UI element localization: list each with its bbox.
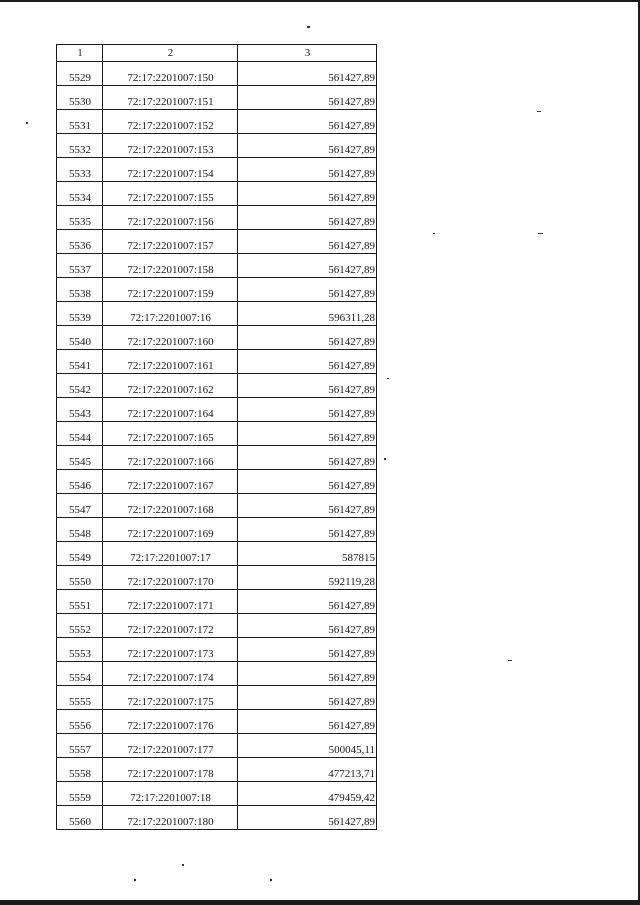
scan-speck [270,879,272,881]
scan-speck [537,111,541,112]
cadastral-number-cell: 72:17:2201007:150 [103,62,238,86]
row-number-cell: 5535 [57,206,103,230]
table-row [57,446,377,470]
cadastral-number-cell: 72:17:2201007:18 [103,782,238,806]
row-number-cell: 5538 [57,278,103,302]
row-number-cell: 5555 [57,686,103,710]
table-row [57,62,377,86]
table-row [57,158,377,182]
row-number-cell: 5559 [57,782,103,806]
table-row [57,86,377,110]
row-number-cell: 5530 [57,86,103,110]
table-row [57,590,377,614]
row-number-cell: 5553 [57,638,103,662]
cadastral-value-cell: 561427,89 [238,422,377,446]
table-row [57,614,377,638]
cadastral-number-cell: 72:17:2201007:175 [103,686,238,710]
cadastral-number-cell: 72:17:2201007:169 [103,518,238,542]
cadastral-number-cell: 72:17:2201007:165 [103,422,238,446]
cadastral-value-cell: 561427,89 [238,446,377,470]
cadastral-number-cell: 72:17:2201007:154 [103,158,238,182]
cadastral-number-cell: 72:17:2201007:174 [103,662,238,686]
table-row [57,710,377,734]
cadastral-number-cell: 72:17:2201007:17 [103,542,238,566]
cadastral-number-cell: 72:17:2201007:171 [103,590,238,614]
row-number-cell: 5546 [57,470,103,494]
table-row [57,254,377,278]
table-row [57,494,377,518]
cadastral-number-cell: 72:17:2201007:167 [103,470,238,494]
cadastral-number-cell: 72:17:2201007:172 [103,614,238,638]
row-number-cell: 5558 [57,758,103,782]
scan-speck [433,233,435,234]
cadastral-value-cell: 561427,89 [238,614,377,638]
table-row [57,542,377,566]
cadastral-value-cell: 561427,89 [238,110,377,134]
table-row [57,110,377,134]
scan-speck [182,864,184,866]
table-row [57,374,377,398]
cadastral-value-cell: 561427,89 [238,710,377,734]
row-number-cell: 5549 [57,542,103,566]
row-number-cell: 5542 [57,374,103,398]
row-number-cell: 5552 [57,614,103,638]
cadastral-value-cell: 596311,28 [238,302,377,326]
cadastral-number-cell: 72:17:2201007:180 [103,806,238,830]
scan-speck [384,458,386,460]
cadastral-value-cell: 561427,89 [238,662,377,686]
table-row [57,734,377,758]
cadastral-number-cell: 72:17:2201007:152 [103,110,238,134]
scan-edge-bottom [0,900,640,905]
row-number-cell: 5548 [57,518,103,542]
table-row [57,662,377,686]
table-row [57,302,377,326]
scan-speck [307,26,310,28]
cadastral-number-cell: 72:17:2201007:177 [103,734,238,758]
table-row [57,758,377,782]
cadastral-number-cell: 72:17:2201007:173 [103,638,238,662]
scan-speck [134,879,136,881]
table-body [57,62,377,830]
row-number-cell: 5534 [57,182,103,206]
row-number-cell: 5529 [57,62,103,86]
cadastral-number-cell: 72:17:2201007:160 [103,326,238,350]
table-row [57,206,377,230]
cadastral-number-cell: 72:17:2201007:170 [103,566,238,590]
cadastral-number-cell: 72:17:2201007:164 [103,398,238,422]
cadastral-value-cell: 561427,89 [238,206,377,230]
cadastral-number-cell: 72:17:2201007:157 [103,230,238,254]
table-row [57,230,377,254]
table-row [57,398,377,422]
cadastral-value-cell: 561427,89 [238,350,377,374]
table-row [57,470,377,494]
scan-edge-top [0,0,640,2]
cadastral-number-cell: 72:17:2201007:176 [103,710,238,734]
cadastral-value-cell: 561427,89 [238,470,377,494]
cadastral-number-cell: 72:17:2201007:158 [103,254,238,278]
cadastral-value-cell: 561427,89 [238,494,377,518]
row-number-cell: 5540 [57,326,103,350]
cadastral-value-cell: 500045,11 [238,734,377,758]
cadastral-number-cell: 72:17:2201007:161 [103,350,238,374]
row-number-cell: 5545 [57,446,103,470]
cadastral-value-cell: 587815 [238,542,377,566]
cadastral-value-cell: 561427,89 [238,374,377,398]
row-number-cell: 5537 [57,254,103,278]
table-header-row [57,45,377,62]
row-number-cell: 5547 [57,494,103,518]
cadastral-number-cell: 72:17:2201007:155 [103,182,238,206]
row-number-cell: 5554 [57,662,103,686]
table-row [57,806,377,830]
cadastral-value-cell: 477213,71 [238,758,377,782]
cadastral-number-cell: 72:17:2201007:16 [103,302,238,326]
row-number-cell: 5551 [57,590,103,614]
table-row [57,134,377,158]
cadastral-number-cell: 72:17:2201007:178 [103,758,238,782]
cadastral-value-cell: 592119,28 [238,566,377,590]
cadastral-number-cell: 72:17:2201007:166 [103,446,238,470]
row-number-cell: 5541 [57,350,103,374]
cadastral-value-cell: 561427,89 [238,182,377,206]
table-row [57,566,377,590]
row-number-cell: 5560 [57,806,103,830]
table-row [57,326,377,350]
cadastral-number-cell: 72:17:2201007:151 [103,86,238,110]
row-number-cell: 5532 [57,134,103,158]
scan-speck [508,660,512,661]
cadastral-value-cell: 561427,89 [238,62,377,86]
cadastral-value-cell: 561427,89 [238,86,377,110]
row-number-cell: 5539 [57,302,103,326]
cadastral-value-cell: 561427,89 [238,638,377,662]
row-number-cell: 5550 [57,566,103,590]
table-row [57,782,377,806]
row-number-cell: 5556 [57,710,103,734]
cadastral-number-cell: 72:17:2201007:168 [103,494,238,518]
row-number-cell: 5544 [57,422,103,446]
cadastral-number-cell: 72:17:2201007:153 [103,134,238,158]
cadastral-value-cell: 561427,89 [238,230,377,254]
table-row [57,422,377,446]
cadastral-value-cell: 561427,89 [238,686,377,710]
column-header-1: 1 [57,45,103,62]
scan-speck [26,122,28,124]
table-row [57,278,377,302]
row-number-cell: 5543 [57,398,103,422]
cadastral-value-cell: 561427,89 [238,254,377,278]
cadastral-value-cell: 561427,89 [238,134,377,158]
cadastral-number-cell: 72:17:2201007:156 [103,206,238,230]
cadastral-value-cell: 479459,42 [238,782,377,806]
table-row [57,182,377,206]
table-row [57,518,377,542]
cadastral-value-table [56,44,377,830]
scan-speck [387,378,389,379]
cadastral-value-cell: 561427,89 [238,590,377,614]
cadastral-value-cell: 561427,89 [238,518,377,542]
cadastral-value-cell: 561427,89 [238,278,377,302]
cadastral-value-cell: 561427,89 [238,398,377,422]
column-header-3: 3 [238,45,377,62]
table-row [57,686,377,710]
row-number-cell: 5531 [57,110,103,134]
cadastral-number-cell: 72:17:2201007:162 [103,374,238,398]
scan-speck [538,233,543,234]
cadastral-value-cell: 561427,89 [238,158,377,182]
cadastral-number-cell: 72:17:2201007:159 [103,278,238,302]
row-number-cell: 5557 [57,734,103,758]
column-header-2: 2 [103,45,238,62]
table-row [57,638,377,662]
cadastral-value-cell: 561427,89 [238,806,377,830]
table-row [57,350,377,374]
cadastral-value-cell: 561427,89 [238,326,377,350]
row-number-cell: 5536 [57,230,103,254]
row-number-cell: 5533 [57,158,103,182]
